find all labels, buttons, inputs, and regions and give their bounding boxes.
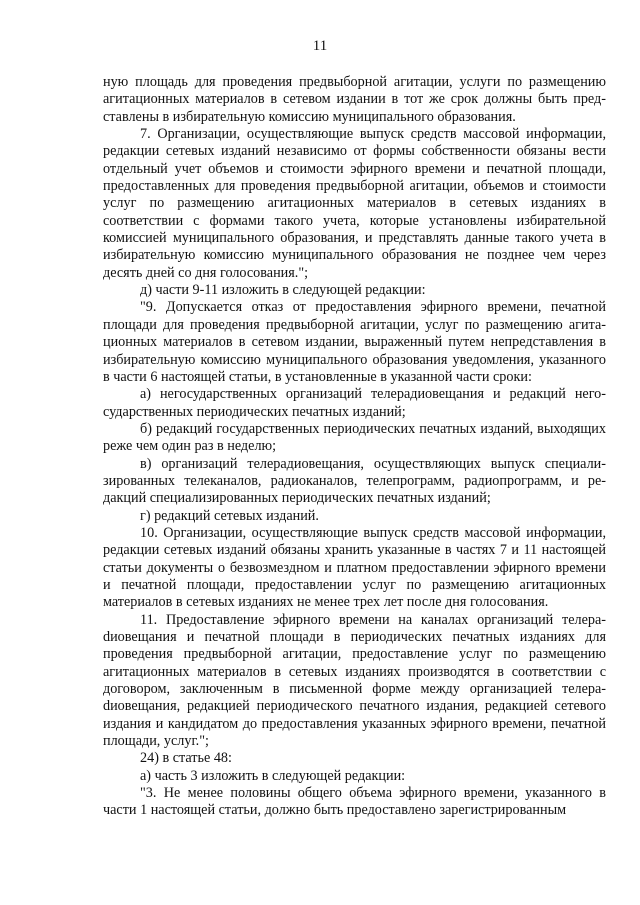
paragraph: "3. Не менее половины общего объема эфирного времени, указанного в части 1 настоящей статьи, должно быть предоставлено зарегистрированным: [103, 785, 606, 819]
paragraph: 10. Организации, осуществляющие выпуск средств массовой информации, редакции сетевых изданий обязаны хранить указанные в частях 7 и 11 настоящей статьи документы о безвозмездном и платном предоставлении эфирного времени и печатной площади, предоставлении услуг по размещению агитационных материалов в сетевых изданиях не менее трех лет после дня голосования.: [103, 524, 606, 611]
paragraph: г) редакций сетевых изданий.: [140, 507, 319, 524]
paragraph: а) часть 3 изложить в следующей редакции:: [140, 767, 406, 784]
paragraph: в) организаций телерадиовещания, осуществляющих выпуск специализированных телеканалов, радиоканалов, телепрограмм, радиопрограмм, и редакций специализированных периодических печатных изданий;: [103, 455, 606, 507]
paragraph: 11. Предоставление эфирного времени на каналах организаций телераdиовещания и печатной площади в периодических печатных изданиях для проведения предвыборной агитации, предоставление услуг по размещению агитационных материалов в сетевых изданиях производятся в соответствии с договором, заключенным в письменной форме между организацией телераdиовещания, редакцией периодического печатного издания, редакцией сетевого издания и кандидатом до предоставления указанных эфирного времени, печатной площади, услуг.";: [103, 611, 606, 750]
paragraph: "9. Допускается отказ от предоставления эфирного времени, печатной площади для проведения предвыборной агитации, услуг по размещению агитационных материалов в сетевом издании, выраженный путем непредставления в избирательную комиссию муниципального образования уведомления, указанного в части 6 настоящей статьи, в установленные в указанной части сроки:: [103, 299, 606, 385]
paragraph: а) негосударственных организаций телерадиовещания и редакций негосударственных периодических печатных изданий;: [103, 386, 606, 420]
paragraph: д) части 9-11 изложить в следующей редакции:: [140, 282, 426, 299]
paragraph: б) редакций государственных периодических печатных изданий, выходящих реже чем один раз в неделю;: [103, 420, 606, 455]
body-text: [103, 74, 606, 820]
page-number: 11: [312, 38, 328, 54]
paragraph: ную площадь для проведения предвыборной агитации, услуги по размещению агитационных материалов в сетевом издании в тот же срок должны быть представлены в избирательную комиссию муниципального образования.: [103, 74, 606, 125]
paragraph: 7. Организации, осуществляющие выпуск средств массовой информации, редакции сетевых изданий независимо от формы собственности обязаны вести отдельный учет объемов и стоимости эфирного времени и печатной площади, предоставленных для проведения предвыборной агитации, объемов и стоимости услуг по размещению агитационных материалов в сетевых изданиях в соответствии с формами такого учета, которые установлены избирательной комиссией муниципального образования, и представлять данные такого учета в избирательную комиссию муниципального образования не позднее чем через десять дней со дня голосования.";: [103, 126, 606, 281]
paragraph: 24) в статье 48:: [140, 750, 232, 767]
